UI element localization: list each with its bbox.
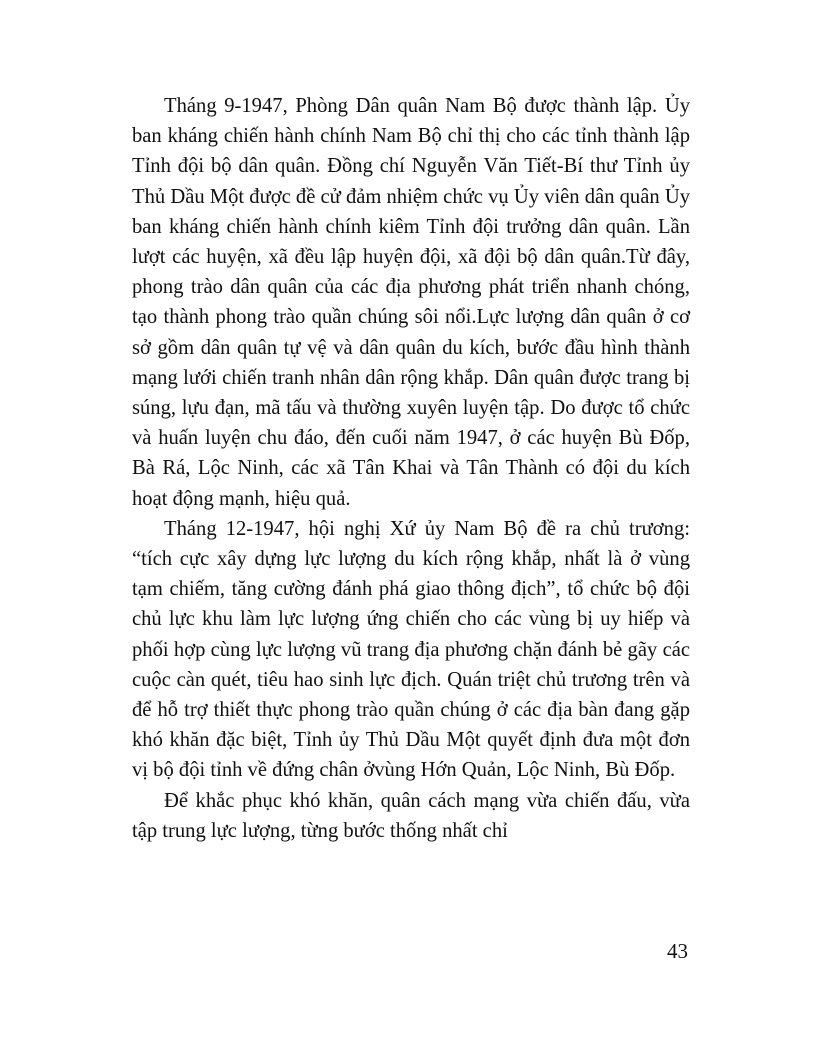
paragraph-2: Tháng 12-1947, hội nghị Xứ ủy Nam Bộ đề ra chủ trương: “tích cực xây dựng lực lượng du kích rộng khắp, nhất là ở vùng tạm chiếm, tăng cường đánh phá giao thông địch”, tổ chức bộ đội chủ lực khu làm lực lượng ứng chiến cho các vùng bị uy hiếp và phối hợp cùng lực lượng vũ trang địa phương chặn đánh bẻ gãy các cuộc càn quét, tiêu hao sinh lực địch. Quán triệt chủ trương trên và để hỗ trợ thiết thực phong trào quần chúng ở các địa bàn đang gặp khó khăn đặc biệt, Tỉnh ủy Thủ Dầu Một quyết định đưa một đơn vị bộ đội tỉnh về đứng chân ởvùng Hớn Quản, Lộc Ninh, Bù Đốp. — [132, 517, 690, 782]
paragraph-1: Tháng 9-1947, Phòng Dân quân Nam Bộ được thành lập. Ủy ban kháng chiến hành chính Nam Bộ chỉ thị cho các tỉnh thành lập Tỉnh đội bộ dân quân. Đồng chí Nguyễn Văn Tiết-Bí thư Tỉnh ủy Thủ Dầu Một được đề cử đảm nhiệm chức vụ Ủy viên dân quân Ủy ban kháng chiến hành chính kiêm Tỉnh đội trưởng dân quân. Lần lượt các huyện, xã đều lập huyện đội, xã đội bộ dân quân.Từ đây, phong trào dân quân của các địa phương phát triển nhanh chóng, tạo thành phong trào quần chúng sôi nổi.Lực lượng dân quân ở cơ sở gồm dân quân tự vệ và dân quân du kích, bước đầu hình thành mạng lưới chiến tranh nhân dân rộng khắp. Dân quân được trang bị súng, lựu đạn, mã tấu và thường xuyên luyện tập. Do được tổ chức và huấn luyện chu đáo, đến cuối năm 1947, ở các huyện Bù Đốp, Bà Rá, Lộc Ninh, các xã Tân Khai và Tân Thành có đội du kích hoạt động mạnh, hiệu quả. — [132, 95, 690, 510]
paragraph-3: Để khắc phục khó khăn, quân cách mạng vừa chiến đấu, vừa tập trung lực lượng, từng bước thống nhất chỉ — [132, 789, 690, 842]
page-body — [132, 91, 690, 846]
page-number: 43 — [667, 939, 688, 963]
